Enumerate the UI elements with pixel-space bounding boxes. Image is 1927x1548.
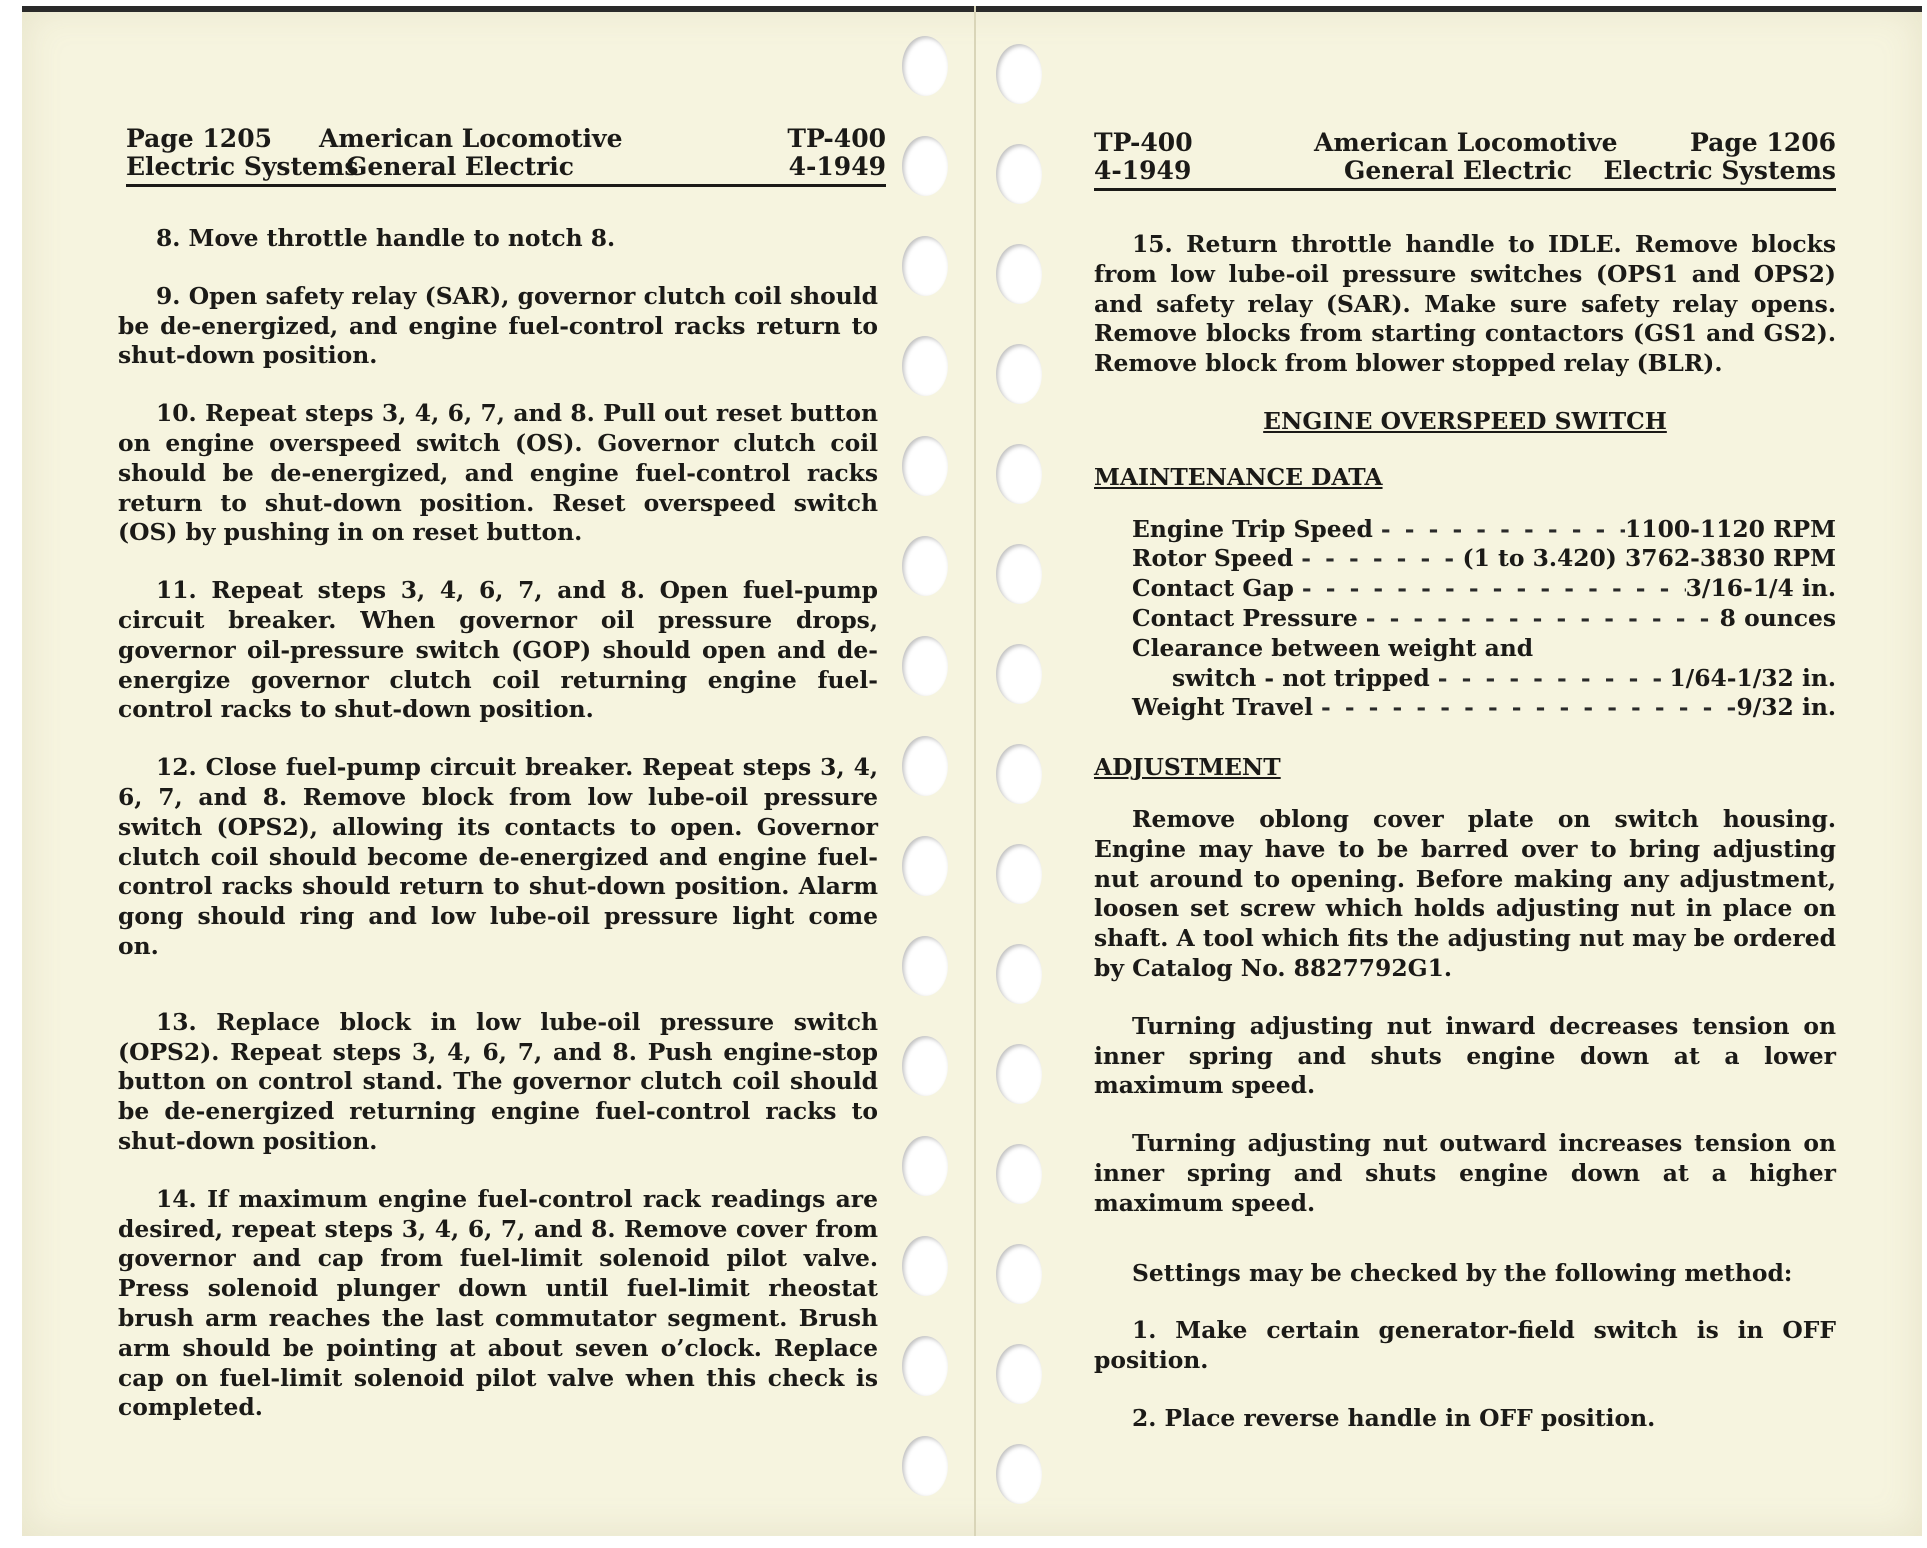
left-page-body: [118, 224, 878, 1451]
company-name-top: American Locomotive: [1314, 128, 1618, 157]
binder-hole: [996, 144, 1042, 204]
check-step-1: 1. Make certain generator-field switch is in OFF position.: [1094, 1316, 1836, 1375]
binder-hole: [996, 644, 1042, 704]
document-code: TP-400: [1094, 128, 1193, 157]
binder-hole: [902, 336, 948, 396]
paragraph-step-11: 11. Repeat steps 3, 4, 6, 7, and 8. Open fuel-pump circuit breaker. When governor oil pressure drops, governor oil-pressure switch (GOP) should open and de-energize governor clutch coil returning engine fuel-control racks to shut-down position.: [118, 576, 878, 724]
left-page-header: [126, 124, 886, 187]
binder-hole: [996, 1144, 1042, 1204]
binder-hole: [902, 36, 948, 96]
spec-row-clearance: [1132, 634, 1836, 664]
binder-hole: [996, 444, 1042, 504]
binder-hole: [996, 844, 1042, 904]
binder-hole: [902, 1336, 948, 1396]
binder-hole: [996, 1044, 1042, 1104]
spec-row-rotor-speed: [1132, 544, 1836, 574]
binder-hole: [902, 236, 948, 296]
left-page: [22, 6, 974, 1536]
adjustment-heading: ADJUSTMENT: [1094, 753, 1281, 782]
binder-hole: [902, 436, 948, 496]
section-name: Electric Systems: [126, 152, 359, 181]
binder-hole: [902, 836, 948, 896]
paragraph-step-9: 9. Open safety relay (SAR), governor clutch coil should be de-energized, and engine fuel-control racks return to shut-down position.: [118, 281, 878, 370]
section-title: ENGINE OVERSPEED SWITCH: [1263, 406, 1667, 435]
paragraph-step-13: 13. Replace block in low lube-oil pressure switch (OPS2). Repeat steps 3, 4, 6, 7, and 8. Push engine-stop button on control stand. The governor clutch coil should be de-energized returning engine fuel-control racks to shut-down position.: [118, 1007, 878, 1155]
spec-row-weight-travel: [1132, 693, 1836, 723]
document-spread: [22, 6, 1922, 1536]
binder-hole: [902, 136, 948, 196]
spec-label: Contact Pressure: [1132, 603, 1358, 632]
adjustment-paragraph: Settings may be checked by the following method:: [1132, 1258, 1793, 1287]
paragraph-step-10: 10. Repeat steps 3, 4, 6, 7, and 8. Pull out reset button on engine overspeed switch (OS). Governor clutch coil should be de-energized, and engine fuel-control racks return to shut-down position. Reset overspeed switch (OS) by pushing in on reset button.: [118, 399, 878, 547]
check-step-2: 2. Place reverse handle in OFF position.: [1132, 1403, 1656, 1432]
paragraph-step-12: 12. Close fuel-pump circuit breaker. Repeat steps 3, 4, 6, 7, and 8. Remove block from low lube-oil pressure switch (OPS2), allowing its contacts to open. Governor clutch coil should become de-energized and engine fuel-control racks should return to shut-down position. Alarm gong should ring and low lube-oil pressure light come on.: [118, 753, 878, 960]
page-number: Page 1205: [126, 124, 272, 153]
section-name: Electric Systems: [1603, 156, 1836, 185]
page-number: Page 1206: [1690, 128, 1836, 157]
document-date: 4-1949: [788, 152, 886, 181]
leader-dots: [1313, 693, 1736, 723]
document-code: TP-400: [787, 124, 886, 153]
spec-value: 1/64-1/32 in.: [1669, 663, 1836, 692]
spec-value: 3/16-1/4 in.: [1685, 574, 1836, 603]
spec-row-contact-gap: [1132, 574, 1836, 604]
leader-dots: [1293, 544, 1462, 574]
adjustment-paragraph: Turning adjusting nut outward increases tension on inner spring and shuts engine down at a higher maximum speed.: [1094, 1129, 1836, 1217]
spec-value: 9/32 in.: [1736, 693, 1836, 722]
spec-label: Clearance between weight and: [1132, 633, 1534, 662]
leader-dots: [1430, 664, 1670, 694]
maintenance-data-heading: MAINTENANCE DATA: [1094, 462, 1383, 491]
right-page-body: [1094, 230, 1836, 1462]
spec-value: (1 to 3.420) 3762-3830 RPM: [1462, 544, 1836, 573]
spec-label: switch - not tripped: [1172, 663, 1430, 692]
binder-hole: [902, 1036, 948, 1096]
binder-hole: [902, 736, 948, 796]
spec-label: Contact Gap: [1132, 574, 1294, 603]
binder-hole: [902, 1136, 948, 1196]
spec-label: Rotor Speed: [1132, 544, 1294, 573]
binder-hole: [902, 636, 948, 696]
binder-hole: [902, 536, 948, 596]
adjustment-paragraph: Remove oblong cover plate on switch housing. Engine may have to be barred over to bring adjusting nut around to opening. Before making any adjustment, loosen set screw which holds adjusting nut in place on shaft. A tool which fits the adjusting nut may be ordered by Catalog No. 8827792G1.: [1094, 804, 1836, 982]
binder-hole: [996, 344, 1042, 404]
paragraph-step-8: 8. Move throttle handle to notch 8.: [156, 224, 616, 252]
company-name-bottom: General Electric: [1344, 156, 1573, 185]
maintenance-data-table: [1132, 515, 1836, 724]
binder-hole: [996, 744, 1042, 804]
binder-hole: [996, 544, 1042, 604]
right-page-header: [1094, 128, 1836, 191]
binder-hole: [996, 1244, 1042, 1304]
adjustment-paragraph: Turning adjusting nut inward decreases tension on inner spring and shuts engine down at a lower maximum speed.: [1094, 1011, 1836, 1100]
document-date: 4-1949: [1094, 156, 1192, 185]
binder-hole: [996, 1344, 1042, 1404]
binder-hole: [996, 1444, 1042, 1504]
leader-dots: [1358, 604, 1720, 634]
spec-label: Weight Travel: [1132, 693, 1313, 722]
spec-value: 1100-1120 RPM: [1625, 514, 1836, 543]
binder-hole: [996, 244, 1042, 304]
spec-row-switch-not-tripped: [1132, 664, 1836, 694]
spec-value: 8 ounces: [1719, 603, 1836, 632]
spec-row-engine-trip-speed: [1132, 515, 1836, 545]
paragraph-step-15: 15. Return throttle handle to IDLE. Remove blocks from low lube-oil pressure switches (OPS1 and OPS2) and safety relay (SAR). Make sure safety relay opens. Remove blocks from starting contactors (GS1 and GS2). Remove block from blower stopped relay (BLR).: [1094, 230, 1836, 378]
spec-row-contact-pressure: [1132, 604, 1836, 634]
company-name-bottom: General Electric: [346, 152, 575, 181]
binder-hole: [902, 1236, 948, 1296]
binder-hole: [996, 44, 1042, 104]
binder-hole: [902, 936, 948, 996]
leader-dots: [1373, 515, 1625, 545]
right-page: [976, 6, 1922, 1536]
binder-hole: [902, 1436, 948, 1496]
binder-hole: [996, 944, 1042, 1004]
paragraph-step-14: 14. If maximum engine fuel-control rack readings are desired, repeat steps 3, 4, 6, 7, and 8. Remove cover from governor and cap from fuel-limit solenoid pilot valve. Press solenoid plunger down until fuel-limit rheostat brush arm reaches the last commutator segment. Brush arm should be pointing at about seven o’clock. Replace cap on fuel-limit solenoid pilot valve when this check is completed.: [118, 1184, 878, 1422]
leader-dots: [1294, 574, 1686, 604]
spec-label: Engine Trip Speed: [1132, 514, 1373, 543]
company-name-top: American Locomotive: [319, 124, 623, 153]
